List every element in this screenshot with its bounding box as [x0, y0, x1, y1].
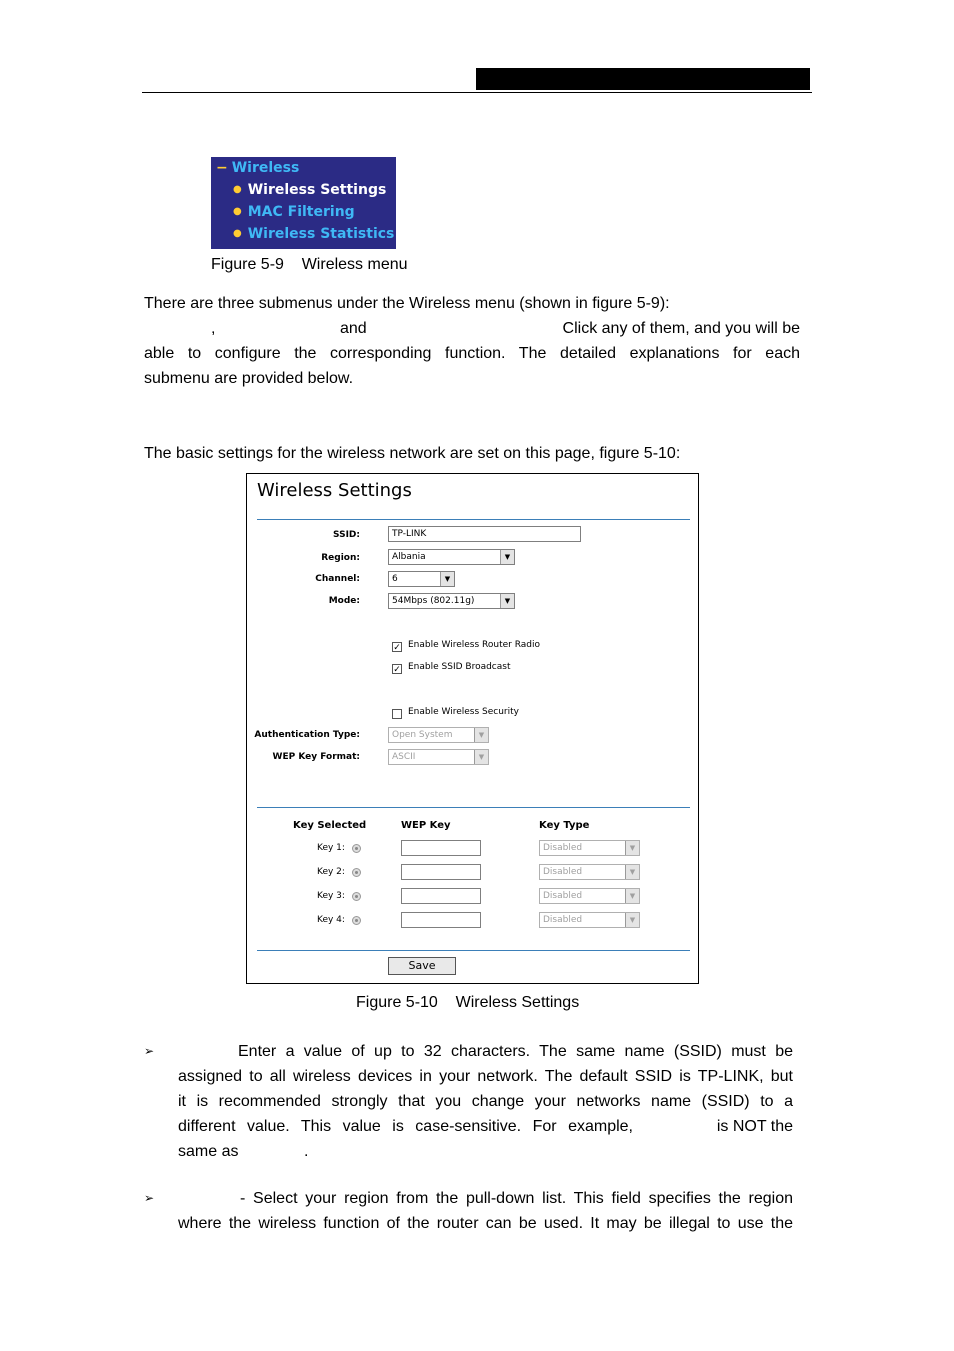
bullet-arrow-icon: ➢ [144, 1191, 155, 1205]
region-select[interactable] [388, 549, 515, 565]
enable-radio-checkbox[interactable]: ✓ [393, 642, 401, 652]
ssid-fragment: different value. This value is case-sensitive. For example, [178, 1118, 633, 1135]
key-2-input[interactable] [401, 864, 481, 880]
mode-label: Mode: [328, 596, 360, 606]
ssid-line [178, 1139, 793, 1164]
enable-ssid-broadcast-label: Enable SSID Broadcast [408, 662, 511, 672]
menu-heading[interactable] [216, 160, 299, 176]
dropdown-arrow-icon: ▼ [625, 889, 639, 903]
divider [257, 807, 690, 808]
bullet-icon: ● [233, 206, 242, 217]
intro-fragment: and [340, 320, 367, 337]
wireless-menu-figure [211, 157, 396, 249]
intro-line: There are three submenus under the Wireless menu (shown in figure 5-9): [144, 295, 670, 312]
key-type-value: Disabled [543, 843, 583, 853]
intro-fragment: , [211, 320, 216, 337]
ssid-line [178, 1114, 793, 1139]
menu-item-wireless-statistics[interactable] [233, 226, 394, 242]
key-3-input[interactable] [401, 888, 481, 904]
save-button[interactable]: Save [388, 957, 456, 975]
figure-5-9-caption: Figure 5-9 Wireless menu [211, 256, 408, 273]
key-1-radio[interactable] [352, 844, 361, 853]
menu-item-label: Wireless Settings [247, 182, 387, 198]
dropdown-arrow-icon: ▼ [625, 913, 639, 927]
dropdown-arrow-icon: ▼ [474, 728, 488, 742]
key-4-radio[interactable] [352, 916, 361, 925]
auth-type-select[interactable] [388, 727, 489, 743]
channel-value: 6 [392, 574, 398, 584]
intro-line: able to configure the corresponding function. The detailed explanations for each [144, 345, 800, 362]
intro-fragment: Click any of them, and you will be [562, 320, 800, 337]
menu-item-wireless-settings[interactable] [233, 182, 386, 198]
divider [257, 519, 690, 520]
key-3-label: Key 3: [317, 891, 345, 901]
region-line: - Select your region from the pull-down list. This field specifies the region [240, 1190, 793, 1207]
auth-type-value: Open System [392, 730, 453, 740]
mode-select[interactable] [388, 593, 515, 609]
collapse-icon: − [216, 160, 228, 176]
ssid-label: SSID: [333, 530, 360, 540]
divider [257, 950, 690, 951]
auth-type-label: Authentication Type: [254, 730, 360, 740]
enable-radio-label: Enable Wireless Router Radio [408, 640, 541, 650]
enable-ssid-broadcast-checkbox[interactable]: ✓ [393, 664, 401, 674]
region-label: Region: [321, 553, 360, 563]
channel-select[interactable] [388, 571, 455, 587]
header-bar [476, 68, 810, 90]
ssid-input[interactable]: TP-LINK [388, 526, 581, 542]
dropdown-arrow-icon: ▼ [440, 572, 454, 586]
region-paragraph [178, 1186, 793, 1236]
col-wep-key: WEP Key [401, 820, 451, 831]
basic-settings-line: The basic settings for the wireless network are set on this page, figure 5-10: [144, 445, 681, 462]
dropdown-arrow-icon: ▼ [625, 865, 639, 879]
key-1-label: Key 1: [317, 843, 345, 853]
dropdown-arrow-icon: ▼ [500, 594, 514, 608]
intro-line: submenu are provided below. [144, 370, 354, 387]
key-type-value: Disabled [543, 915, 583, 925]
figure-5-10-caption: Figure 5-10 Wireless Settings [356, 994, 580, 1011]
key-3-radio[interactable] [352, 892, 361, 901]
menu-item-label: Wireless Statistics [247, 226, 395, 242]
region-value: Albania [392, 552, 426, 562]
menu-item-label: MAC Filtering [247, 204, 355, 220]
dropdown-arrow-icon: ▼ [500, 550, 514, 564]
enable-security-label: Enable Wireless Security [408, 707, 519, 717]
header-rule [142, 92, 812, 93]
ssid-fragment: same as [178, 1143, 239, 1160]
enable-security-checkbox[interactable] [392, 709, 402, 719]
col-key-type: Key Type [539, 820, 590, 831]
key-1-input[interactable] [401, 840, 481, 856]
intro-paragraph [144, 291, 800, 391]
key-2-label: Key 2: [317, 867, 345, 877]
ssid-fragment: is NOT the [716, 1118, 793, 1135]
ssid-line: Enter a value of up to 32 characters. The same name (SSID) must be [238, 1043, 793, 1060]
col-key-selected: Key Selected [293, 820, 367, 831]
wep-format-select[interactable] [388, 749, 489, 765]
key-type-value: Disabled [543, 891, 583, 901]
wep-format-value: ASCII [392, 752, 416, 762]
key-2-type-select[interactable] [539, 864, 640, 880]
dropdown-arrow-icon: ▼ [474, 750, 488, 764]
wep-format-label: WEP Key Format: [272, 752, 360, 762]
key-type-value: Disabled [543, 867, 583, 877]
key-4-label: Key 4: [317, 915, 345, 925]
dropdown-arrow-icon: ▼ [625, 841, 639, 855]
mode-value: 54Mbps (802.11g) [392, 596, 475, 606]
key-1-type-select[interactable] [539, 840, 640, 856]
intro-line [144, 316, 800, 341]
bullet-icon: ● [233, 184, 242, 195]
channel-label: Channel: [315, 574, 360, 584]
key-2-radio[interactable] [352, 868, 361, 877]
ssid-fragment: . [304, 1143, 309, 1160]
key-4-input[interactable] [401, 912, 481, 928]
ssid-paragraph [178, 1039, 793, 1164]
bullet-arrow-icon: ➢ [144, 1044, 155, 1058]
ssid-line: it is recommended strongly that you change your networks name (SSID) to a [178, 1093, 793, 1110]
bullet-icon: ● [233, 228, 242, 239]
menu-heading-label: Wireless [231, 160, 300, 176]
key-4-type-select[interactable] [539, 912, 640, 928]
basic-settings-text [144, 441, 804, 466]
key-3-type-select[interactable] [539, 888, 640, 904]
ssid-line: assigned to all wireless devices in your network. The default SSID is TP-LINK, but [178, 1068, 793, 1085]
wireless-settings-panel [246, 473, 699, 984]
panel-title: Wireless Settings [257, 480, 412, 501]
region-line: where the wireless function of the router can be used. It may be illegal to use the [178, 1215, 793, 1232]
menu-item-mac-filtering[interactable] [233, 204, 355, 220]
